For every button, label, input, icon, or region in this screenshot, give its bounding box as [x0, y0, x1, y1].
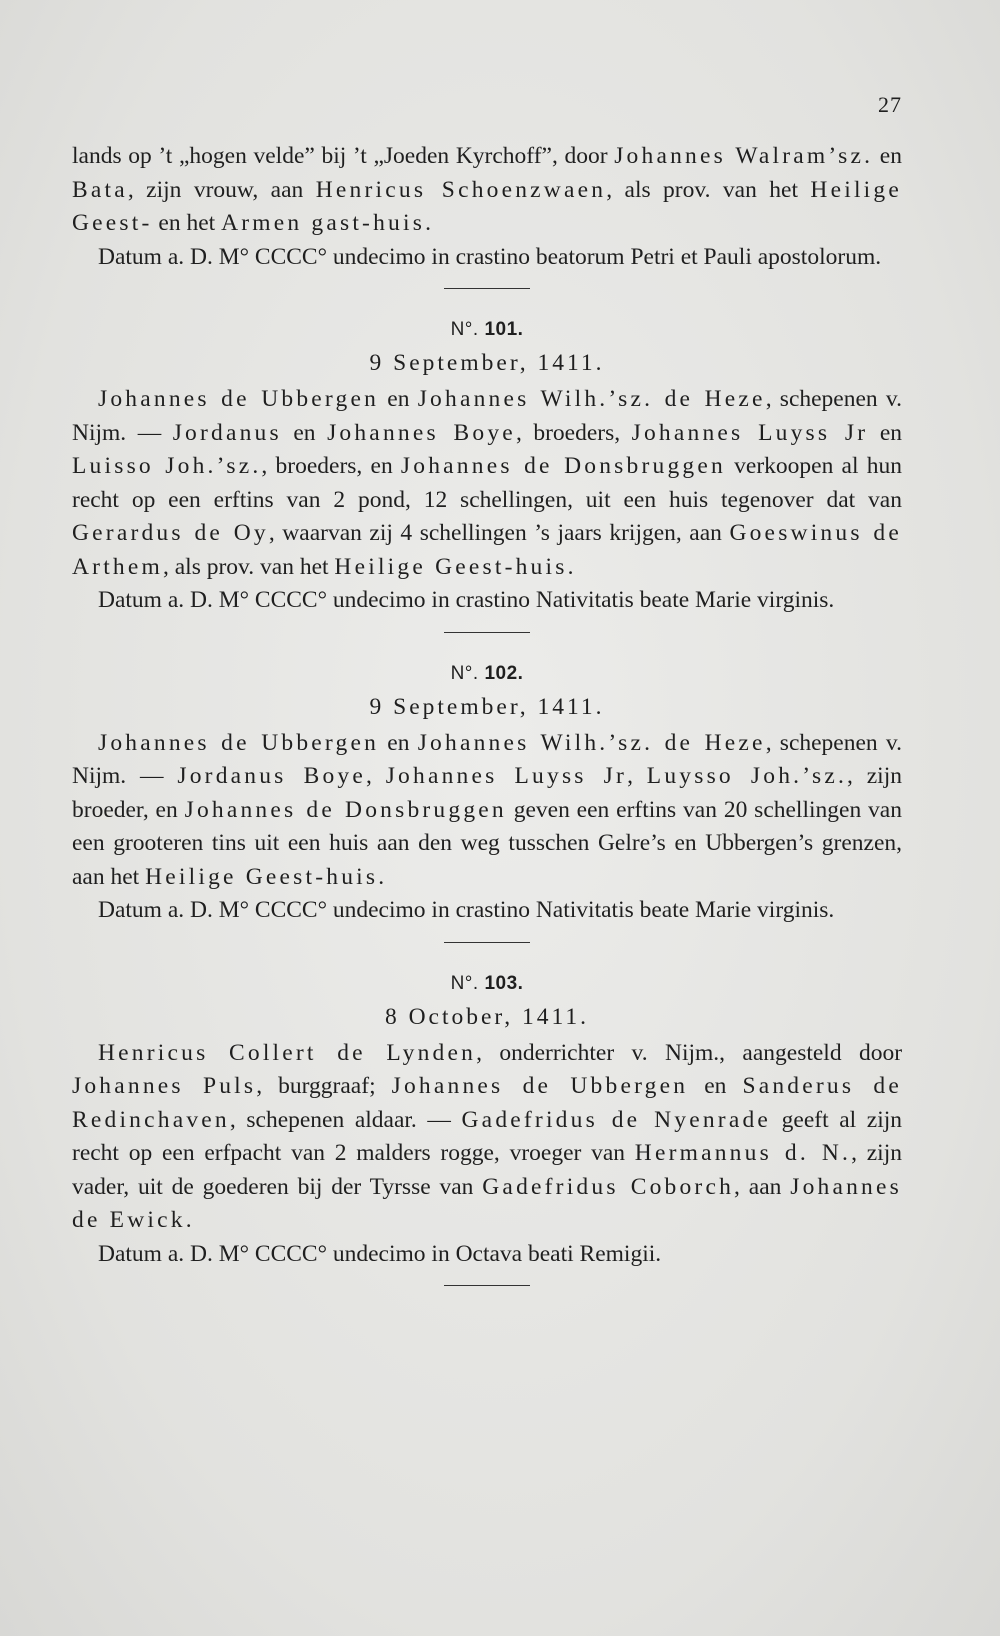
- spaced-name: Bata: [72, 176, 128, 203]
- entry-text: [72, 727, 902, 895]
- spaced-name: Henricus Schoenzwaen: [315, 176, 607, 203]
- text-run: , broeders,: [515, 419, 632, 446]
- page-content: [72, 140, 902, 1312]
- spaced-name: Johannes de Ubbergen: [98, 386, 380, 412]
- text-run: .: [185, 1207, 192, 1233]
- text-run: , zijn broeder, en: [72, 763, 902, 823]
- spaced-name: Heilige Geest-huis: [145, 863, 379, 890]
- datum-line: Datum a. D. M° CCCC° undecimo in Octava beati Remigii.: [98, 1240, 662, 1267]
- text-run: , zijn vrouw, aan: [127, 176, 316, 203]
- section-divider: [444, 632, 530, 633]
- spaced-name: Jordanus Boye: [177, 763, 366, 789]
- text-run: en het: [152, 210, 222, 236]
- text-run: ,: [365, 763, 386, 789]
- spaced-name: Johannes de Ubbergen: [98, 729, 380, 756]
- entry-number-prefix: N°.: [450, 662, 479, 684]
- datum-line: Datum a. D. M° CCCC° undecimo in crastino Nativitatis beate Marie virginis.: [98, 897, 835, 923]
- spaced-name: Gadefridus Coborch: [482, 1173, 735, 1200]
- entries: [72, 288, 902, 1286]
- text-run: geven een erftins van 20 schellingen van een grooteren tins uit een huis aan den weg tusschen Gelre’s en Ubbergen’s grenzen, aan het: [72, 796, 902, 890]
- text-run: .: [378, 863, 385, 890]
- entry-number: [72, 659, 902, 689]
- entry-number-value: 102.: [478, 662, 524, 684]
- spaced-name: Armen gast-huis: [221, 210, 426, 236]
- continued-paragraph: [72, 140, 902, 241]
- datum-line: Datum a. D. M° CCCC° undecimo in crastino Nativitatis beate Marie virginis.: [98, 587, 835, 613]
- spaced-name: Sanderus de Redinchaven: [72, 1073, 902, 1133]
- spaced-name: Johannes Puls: [72, 1073, 257, 1099]
- entry-date: 9 September, 1411.: [369, 350, 605, 376]
- text-run: geeft al zijn recht op een erfpacht van 2 malders rogge, vroeger van: [72, 1106, 903, 1166]
- text-run: , broeders, en: [261, 453, 401, 479]
- text-run: , schepenen v. Nijm. —: [72, 729, 902, 789]
- text-run: verkoopen al hun recht op een erftins van 2 pond, 12 schellingen, uit een huis tegenover dat van: [72, 453, 902, 513]
- page-number: 27: [878, 92, 902, 117]
- text-run: , schepenen v. Nijm. —: [72, 386, 902, 446]
- spaced-name: Gadefridus de Nyenrade: [461, 1106, 772, 1133]
- text-run: , onderrichter v. Nijm., aangesteld door: [476, 1039, 903, 1066]
- text-run: ,: [627, 763, 647, 789]
- entry-number-prefix: N°.: [450, 972, 479, 994]
- entry-number-prefix: N°.: [450, 319, 479, 340]
- text-run: en: [873, 143, 902, 169]
- spaced-name: Heilige Geest-huis: [334, 553, 568, 580]
- section-divider: [444, 942, 530, 943]
- spaced-name: Johannes Wilh.’sz. de Heze: [417, 729, 766, 756]
- text-run: , zijn vader, uit de goederen bij der Tyrsse van: [72, 1140, 902, 1200]
- entry-date: 8 October, 1411.: [384, 1003, 590, 1030]
- text-run: , waarvan zij 4 schellingen ’s jaars krijgen, aan: [268, 520, 730, 546]
- text-run: en: [281, 419, 328, 446]
- spaced-name: Johannes Wilh.’sz. de Heze: [417, 386, 766, 412]
- spaced-name: Hermannus d. N.: [634, 1140, 852, 1166]
- spaced-name: Johannes de Donsbruggen: [184, 796, 507, 823]
- section-divider: [444, 288, 530, 289]
- text-run: en: [688, 1073, 743, 1099]
- text-run: .: [567, 553, 574, 580]
- spaced-name: Luisso Joh.’sz.: [72, 453, 262, 479]
- spaced-name: Johannes de Ubbergen: [391, 1073, 689, 1099]
- spaced-name: Johannes Luyss Jr: [385, 763, 628, 789]
- text-run: , als prov. van het: [163, 553, 335, 580]
- entry-number-value: 101.: [478, 319, 524, 340]
- text-run: , burggraaf;: [256, 1073, 392, 1099]
- section-divider: [444, 1285, 530, 1286]
- entry-number: [72, 315, 902, 345]
- spaced-name: Johannes Luyss Jr: [631, 419, 869, 446]
- text-run: , schepenen aldaar. —: [229, 1106, 462, 1133]
- spaced-name: Johannes Boye: [327, 419, 516, 446]
- text-run: .: [425, 210, 431, 236]
- spaced-name: Goeswinus de Arthem: [72, 520, 902, 580]
- spaced-name: Heilige Geest-: [72, 176, 902, 236]
- entry-text: [72, 1037, 902, 1238]
- text-run: , als prov. van het: [606, 176, 811, 203]
- entry-number-value: 103.: [478, 972, 524, 994]
- spaced-name: Luysso Joh.’sz.: [646, 763, 848, 789]
- spaced-name: Jordanus: [172, 419, 282, 446]
- entry-date: 9 September, 1411.: [369, 693, 605, 720]
- spaced-name: Johannes Walram’sz.: [614, 143, 874, 169]
- entry-text: [72, 383, 902, 584]
- text-run: , aan: [734, 1173, 791, 1200]
- spaced-name: Henricus Collert de Lynden: [98, 1039, 477, 1066]
- entry-number: [72, 969, 902, 999]
- datum-line: Datum a. D. M° CCCC° undecimo in crastino beatorum Petri et Pauli apostolorum.: [98, 243, 882, 270]
- spaced-name: Johannes de Ewick: [72, 1173, 902, 1233]
- text-run: en: [379, 729, 418, 756]
- text-run: en: [868, 419, 903, 446]
- spaced-name: Gerardus de Oy: [72, 520, 269, 546]
- text-run: en: [379, 386, 418, 412]
- spaced-name: Johannes de Donsbruggen: [400, 453, 726, 479]
- text-run: lands op ’t „hogen velde” bij ’t „Joeden Kyrchoff”, door: [72, 143, 615, 169]
